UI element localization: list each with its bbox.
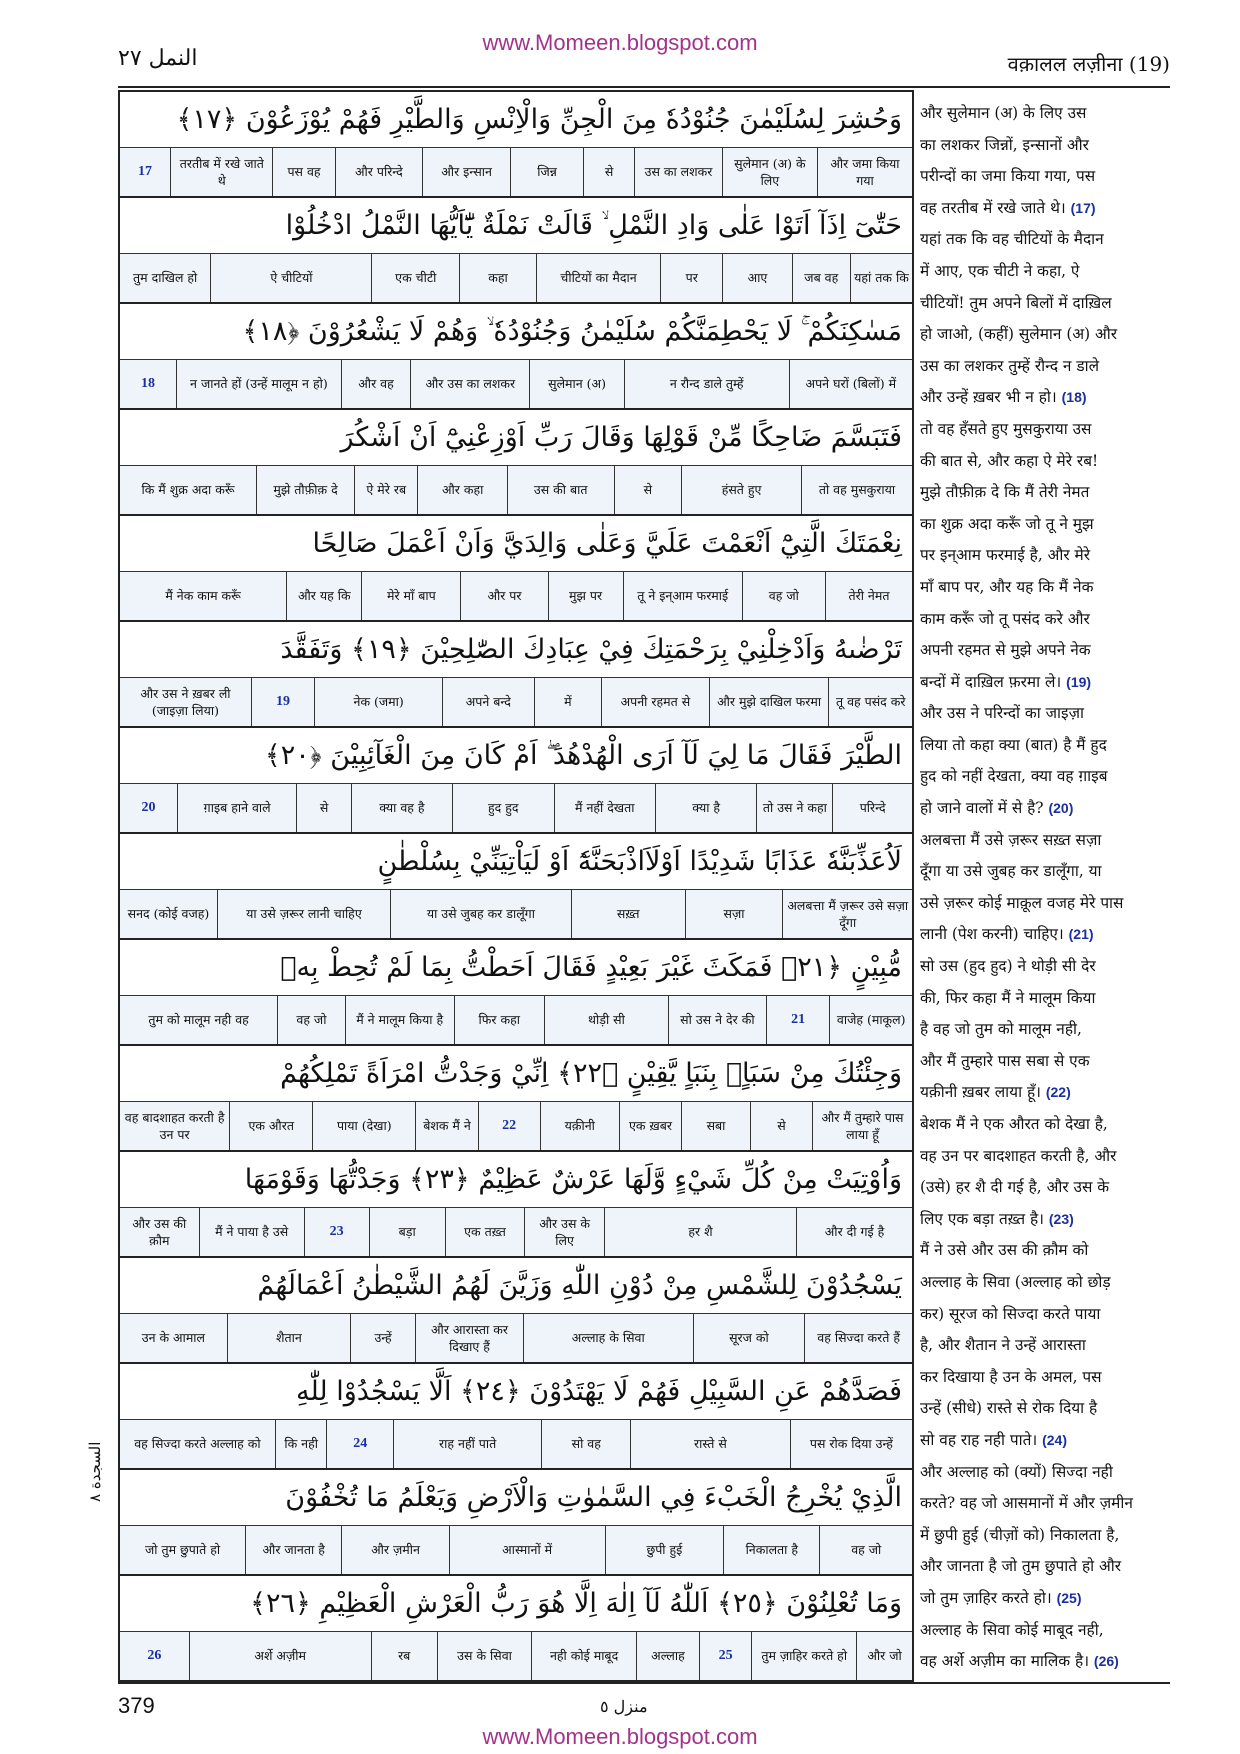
verse-number: (18) (1061, 389, 1087, 406)
verse-number: (23) (1048, 1210, 1074, 1227)
header-divider (118, 86, 1170, 88)
verse-number: (17) (1070, 199, 1096, 216)
verse-number-cell: 21 (766, 996, 830, 1044)
translation-line: हो जाने वालों में से है? (20) (920, 799, 1074, 818)
word-meaning-cell: में (534, 678, 601, 726)
word-meaning-cell: और जो (856, 1632, 912, 1680)
arabic-verse-line: حَتّٰىٓ اِذَآ اَتَوْا عَلٰى وَادِ النَّمْلِ ۙ قَالَتْ نَمْلَةٌ يّٰٓاَيُّهَا النَّمْلُ ادْخُلُوْا (120, 198, 912, 254)
translation-line: अल्लाह के सिवा (अल्लाह को छोड़ (920, 1272, 1111, 1291)
word-meaning-cell: या उसे जुबह कर डालूँगा (390, 890, 571, 938)
word-meaning-cell: जब वह (792, 254, 850, 302)
translation-line: काम करूँ जो तू पसंद करे और (920, 609, 1090, 628)
word-meaning-cell: उन्हें (350, 1314, 415, 1362)
translation-line: यक़ीनी ख़बर लाया हूँ। (22) (920, 1083, 1071, 1102)
arabic-verse-line: نِعْمَتَكَ الَّتِيْٓ اَنْعَمْتَ عَلَيَّ وَعَلٰى وَالِدَيَّ وَاَنْ اَعْمَلَ صَالِحًا (120, 516, 912, 572)
translation-line: पर इन्आम फरमाई है, और मेरे (920, 546, 1091, 565)
verse-number-cell: 20 (141, 800, 156, 816)
verse-number-cell: 24 (326, 1420, 393, 1468)
word-meaning-cell: क्या वह है (351, 784, 452, 832)
word-meaning-cell: वाजेह (माकूल) (829, 996, 912, 1044)
word-meaning-cell: तरतीब में रखे जाते थे (170, 148, 272, 196)
word-meaning-cell: वह सिज्दा करते अल्लाह को (134, 1436, 261, 1452)
word-meaning-cell: मुझे तौफ़ीक़ दे (256, 466, 354, 514)
word-meaning-cell: निकालता है (723, 1526, 819, 1574)
word-meaning-cell: कहा (459, 254, 536, 302)
word-translation-row (120, 678, 912, 728)
word-meaning-cell: तू वह पसंद करे (828, 678, 912, 726)
verse-number: (22) (1045, 1084, 1071, 1101)
word-meaning-cell: उन के आमाल (141, 1330, 206, 1346)
word-meaning-cell: यक़ीनी (540, 1102, 619, 1150)
arabic-verse-line: لَاُعَذِّبَنَّهٗ عَذَابًا شَدِيْدًا اَوْلَاَاذْبَحَنَّهٗٓ اَوْ لَيَاْتِيَنِّيْ بِسُلْطٰنٍ (120, 834, 912, 890)
word-meaning-cell: आस्मानों में (449, 1526, 605, 1574)
word-meaning-cell: यहां तक कि (850, 254, 912, 302)
translation-line: कर दिखाया है उन के अमल, पस (920, 1367, 1102, 1386)
verse-number-cell: 25 (699, 1632, 751, 1680)
word-meaning-cell: पाया (देखा) (312, 1102, 415, 1150)
word-meaning-cell: और दी गई है (796, 1208, 912, 1256)
word-meaning-cell: उस की बात (507, 466, 614, 514)
word-meaning-cell: और इन्सान (422, 148, 510, 196)
word-meaning-cell: छुपी हुई (605, 1526, 724, 1574)
word-meaning-cell: बड़ा (369, 1208, 445, 1256)
word-meaning-cell: और वह (341, 360, 410, 408)
word-meaning-cell: वह जो (819, 1526, 912, 1574)
verse-number-cell: 18 (140, 376, 155, 392)
word-meaning-cell: सो उस ने देर की (668, 996, 766, 1044)
word-meaning-cell: एक चीटी (371, 254, 459, 302)
word-meaning-cell: और पर (460, 572, 547, 620)
translation-line: और उन्हें ख़बर भी न हो। (18) (920, 388, 1087, 407)
word-meaning-cell: तुम को मालूम नही वह (148, 1012, 249, 1028)
word-meaning-cell: रब (371, 1632, 437, 1680)
word-meaning-cell: उस का लशकर (634, 148, 722, 196)
translation-line: लिया तो कहा क्या (बात) है मैं हुद (920, 735, 1107, 754)
word-meaning-cell: वह सिज्दा करते हैं (804, 1314, 912, 1362)
word-meaning-cell: तेरी नेमत (825, 572, 912, 620)
word-meaning-cell: और उस का लशकर (410, 360, 529, 408)
word-meaning-cell: एक ख़बर (619, 1102, 681, 1150)
translation-line: और अल्लाह को (क्यों) सिज्दा नही (920, 1462, 1113, 1481)
word-meaning-cell: और जानता है (245, 1526, 341, 1574)
verse-grid (118, 90, 914, 1682)
translation-line: दूँगा या उसे जुबह कर डालूँगा, या (920, 862, 1102, 881)
word-translation-row (120, 572, 912, 622)
word-meaning-cell: शैतान (227, 1314, 350, 1362)
word-meaning-cell: अपने घरों (बिलों) में (789, 360, 912, 408)
translation-line: बन्दों में दाख़िल फ़रमा ले। (19) (920, 672, 1092, 691)
word-meaning-cell: पस वह (272, 148, 334, 196)
word-meaning-cell: ग़ाइब हाने वाले (177, 784, 297, 832)
word-translation-row (120, 254, 912, 304)
translation-line: लानी (पेश करनी) चाहिए। (21) (920, 925, 1094, 944)
word-meaning-cell: पर (660, 254, 722, 302)
word-meaning-cell: तो वह मुसकुराया (801, 466, 912, 514)
word-meaning-cell: सूरज को (693, 1314, 805, 1362)
verse-number: (19) (1066, 673, 1092, 690)
word-meaning-cell: और उस की क़ौम (132, 1215, 187, 1248)
word-meaning-cell: मेरे माँ बाप (361, 572, 460, 620)
word-meaning-cell: और ज़मीन (341, 1526, 448, 1574)
translation-line: अल्लाह के सिवा कोई माबूद नही, (920, 1620, 1104, 1639)
word-meaning-cell: से (614, 466, 682, 514)
word-meaning-cell: तुम दाखिल हो (133, 270, 198, 286)
translation-line: चीटियों! तुम अपने बिलों में दाख़िल (920, 293, 1112, 312)
word-meaning-cell: एक तख़्त (445, 1208, 525, 1256)
word-meaning-cell: अलबत्ता मैं ज़रूर उसे सज़ा दूँगा (782, 890, 912, 938)
word-meaning-cell: पस रोक दिया उन्हें (790, 1420, 912, 1468)
word-meaning-cell: और जमा किया गया (817, 148, 912, 196)
translation-line: की, फिर कहा मैं ने मालूम किया (920, 988, 1096, 1007)
arabic-verse-line: وَجِئْتُكَ مِنْ سَبَاٍۭ بِنَبَاٍ يَّقِيْنٍ ﴿٢٢﴾ اِنِّيْ وَجَدْتُّ امْرَاَةً تَمْلِكُهُمْ (120, 1046, 912, 1102)
translation-line: उसे ज़रूर कोई माक़ूल वजह मेरे पास (920, 893, 1124, 912)
word-translation-row (120, 360, 912, 410)
arabic-verse-line: الَّذِيْ يُخْرِجُ الْخَبْءَ فِي السَّمٰوٰتِ وَالْاَرْضِ وَيَعْلَمُ مَا تُخْفُوْنَ (120, 1470, 912, 1526)
word-meaning-cell: और उस के लिए (524, 1208, 604, 1256)
word-translation-row (120, 466, 912, 516)
site-url-top: www.Momeen.blogspot.com (482, 30, 758, 55)
word-meaning-cell: मैं नहीं देखता (554, 784, 655, 832)
translation-line: सो उस (हुद हुद) ने थोड़ी सी देर (920, 957, 1096, 976)
word-meaning-cell: सो वह (541, 1420, 630, 1468)
arabic-verse-line: وَمَا تُعْلِنُوْنَ ﴿٢٥﴾ اَللّٰهُ لَآ اِلٰهَ اِلَّا هُوَ رَبُّ الْعَرْشِ الْعَظِيْمِ ﴿٢٦﴾ (120, 1576, 912, 1632)
verse-number-cell: 19 (251, 678, 314, 726)
word-meaning-cell: मैं ने पाया है उसे (199, 1208, 304, 1256)
word-meaning-cell: सज़ा (685, 890, 783, 938)
translation-line: अलबत्ता मैं उसे ज़रूर सख़्त सज़ा (920, 830, 1102, 849)
verse-number: (25) (1056, 1589, 1082, 1606)
translation-line: मुझे तौफ़ीक़ दे कि मैं तेरी नेमत (920, 483, 1090, 502)
translation-panel (920, 98, 1172, 1678)
verse-number-cell: 17 (138, 164, 153, 180)
word-translation-row (120, 1632, 912, 1682)
arabic-verse-line: الطَّيْرَ فَقَالَ مَا لِيَ لَآ اَرَى الْهُدْهُدَ ۖ اَمْ كَانَ مِنَ الْغَآئِبِيْنَ ﴿٢٠﴾ (120, 728, 912, 784)
word-translation-row (120, 1102, 912, 1152)
word-translation-row (120, 890, 912, 940)
word-meaning-cell: जिन्न (510, 148, 583, 196)
word-meaning-cell: और मैं तुम्हारे पास लाया हूँ (812, 1102, 912, 1150)
translation-line: में आए, एक चीटी ने कहा, ऐ (920, 261, 1080, 280)
word-translation-row (120, 1420, 912, 1470)
word-meaning-cell: और मुझे दाखिल फरमा (709, 678, 829, 726)
translation-line: हो जाओ, (कहीं) सुलेमान (अ) और (920, 325, 1118, 344)
word-meaning-cell: से (583, 148, 634, 196)
word-meaning-cell: नही कोई माबूद (531, 1632, 636, 1680)
word-meaning-cell: मुझ पर (548, 572, 623, 620)
translation-line: की बात से, और कहा ऐ मेरे रब! (920, 451, 1099, 470)
word-translation-row (120, 1526, 912, 1576)
arabic-verse-line: تَرْضٰىهُ وَاَدْخِلْنِيْ بِرَحْمَتِكَ فِيْ عِبَادِكَ الصّٰلِحِيْنَ ﴿١٩﴾ وَتَفَقَّدَ (120, 622, 912, 678)
word-meaning-cell: बेशक मैं ने (415, 1102, 477, 1150)
juz-label: वक़ालल लज़ीना (19) (1007, 52, 1170, 76)
word-meaning-cell: सबा (681, 1102, 750, 1150)
word-meaning-cell: और कहा (417, 466, 506, 514)
translation-line: वह उन पर बादशाहत करती है, और (920, 1146, 1117, 1165)
translation-line: वह अर्शे अज़ीम का मालिक है। (26) (920, 1652, 1119, 1671)
footer-divider (118, 1682, 1170, 1684)
word-translation-row (120, 1314, 912, 1364)
word-meaning-cell: न जानते हों (उन्हें मालूम न हो) (176, 360, 341, 408)
translation-line: यहां तक कि वह चीटियों के मैदान (920, 230, 1104, 249)
word-meaning-cell: सुलेमान (अ) के लिए (722, 148, 817, 196)
translation-line: सो वह राह नही पाते। (24) (920, 1430, 1067, 1449)
word-meaning-cell: वह जो (277, 996, 344, 1044)
word-translation-row (120, 784, 912, 834)
word-meaning-cell: और आरास्ता कर दिखाए हैं (415, 1314, 523, 1362)
word-meaning-cell: सख़्त (571, 890, 685, 938)
sajda-marker: السجدة ٨ (86, 1442, 104, 1503)
word-meaning-cell: हर शै (604, 1208, 796, 1256)
word-meaning-cell: वह जो (742, 572, 825, 620)
translation-line: अपनी रहमत से मुझे अपने नेक (920, 641, 1091, 660)
word-meaning-cell: हंसते हुए (681, 466, 801, 514)
word-translation-row (120, 148, 912, 198)
translation-line: में छुपी हुई (चीज़ों को) निकालता है, (920, 1525, 1120, 1544)
word-meaning-cell: कि नही (275, 1420, 327, 1468)
word-meaning-cell: फिर कहा (454, 996, 544, 1044)
translation-line: का लशकर जिन्नों, इन्सानों और (920, 135, 1089, 154)
word-meaning-cell: और यह कि (286, 572, 361, 620)
word-meaning-cell: कि मैं शुक्र अदा करूँ (141, 482, 235, 498)
translation-line: और जानता है जो तुम छुपाते हो और (920, 1557, 1122, 1576)
translation-line: करते? वह जो आसमानों में और ज़मीन (920, 1494, 1133, 1513)
word-meaning-cell: वह बादशाहत करती है उन पर (124, 1109, 225, 1142)
word-meaning-cell: थोड़ी सी (544, 996, 668, 1044)
translation-line: मैं ने उसे और उस की क़ौम को (920, 1241, 1089, 1260)
verse-number-cell: 22 (478, 1102, 540, 1150)
arabic-verse-line: مُّبِيْنٍ ﴿٢١﴾ فَمَكَثَ غَيْرَ بَعِيْدٍ فَقَالَ اَحَطْتُّ بِمَا لَمْ تُحِطْ بِهٖ (120, 940, 912, 996)
word-meaning-cell: से (296, 784, 350, 832)
translation-line: (उसे) हर शै दी गई है, और उस के (920, 1178, 1110, 1197)
word-meaning-cell: न रौन्द डाले तुम्हें (624, 360, 789, 408)
translation-line: कर) सूरज को सिज्दा करते पाया (920, 1304, 1101, 1323)
arabic-verse-line: مَسٰكِنَكُمْ ۚ لَا يَحْطِمَنَّكُمْ سُلَيْمٰنُ وَجُنُوْدُهٗ ۙ وَهُمْ لَا يَشْعُرُوْنَ ﴿١٨﴾ (120, 304, 912, 360)
page-number: 379 (118, 1693, 155, 1718)
word-meaning-cell: तुम ज़ाहिर करते हो (751, 1632, 856, 1680)
verse-number-cell: 23 (304, 1208, 369, 1256)
translation-line: हुद को नहीं देखता, क्या वह ग़ाइब (920, 767, 1108, 786)
arabic-verse-line: وَحُشِرَ لِسُلَيْمٰنَ جُنُوْدُهٗ مِنَ الْجِنِّ وَالْاِنْسِ وَالطَّيْرِ فَهُمْ يُوْزَعُوْنَ ﴿١٧﴾ (120, 92, 912, 148)
manzil-label: منزل ٥ (600, 1697, 648, 1716)
arabic-verse-line: فَتَبَسَّمَ ضَاحِكًا مِّنْ قَوْلِهَا وَقَالَ رَبِّ اَوْزِعْنِيْٓ اَنْ اَشْكُرَ (120, 410, 912, 466)
word-meaning-cell: से (750, 1102, 812, 1150)
verse-number: (26) (1093, 1653, 1119, 1670)
translation-line: उस का लशकर तुम्हें रौन्द न डाले (920, 356, 1100, 375)
word-meaning-cell: तो उस ने कहा (756, 784, 832, 832)
word-meaning-cell: और परिन्दे (335, 148, 423, 196)
word-translation-row (120, 996, 912, 1046)
word-meaning-cell: ऐ मेरे रब (354, 466, 417, 514)
arabic-verse-line: يَسْجُدُوْنَ لِلشَّمْسِ مِنْ دُوْنِ اللّٰهِ وَزَيَّنَ لَهُمُ الشَّيْطٰنُ اَعْمَالَهُمْ (120, 1258, 912, 1314)
word-meaning-cell: एक औरत (229, 1102, 312, 1150)
word-translation-row (120, 1208, 912, 1258)
verse-number-cell: 26 (147, 1648, 162, 1664)
word-meaning-cell: अपने बन्दे (442, 678, 534, 726)
arabic-verse-line: فَصَدَّهُمْ عَنِ السَّبِيْلِ فَهُمْ لَا يَهْتَدُوْنَ ﴿٢٤﴾ اَلَّا يَسْجُدُوْا لِلّٰهِ (120, 1364, 912, 1420)
translation-line: और उस ने परिन्दों का जाइज़ा (920, 704, 1084, 723)
word-meaning-cell: और उस ने ख़बर ली (जाइज़ा लिया) (140, 685, 231, 718)
word-meaning-cell: आए (722, 254, 791, 302)
word-meaning-cell: अर्शे अज़ीम (189, 1632, 371, 1680)
site-url-bottom: www.Momeen.blogspot.com (482, 1724, 758, 1749)
word-meaning-cell: नेक (जमा) (314, 678, 442, 726)
translation-line: परीन्दों का जमा किया गया, पस (920, 167, 1096, 186)
word-meaning-cell: अल्लाह के सिवा (523, 1314, 693, 1362)
word-meaning-cell: रास्ते से (630, 1420, 790, 1468)
translation-line: लिए एक बड़ा तख़्त है। (23) (920, 1209, 1074, 1228)
word-meaning-cell: चीटियों का मैदान (536, 254, 660, 302)
arabic-verse-line: وَاُوْتِيَتْ مِنْ كُلِّ شَيْءٍ وَّلَهَا عَرْشٌ عَظِيْمٌ ﴿٢٣﴾ وَجَدْتُّهَا وَقَوْمَهَا (120, 1152, 912, 1208)
translation-line: और मैं तुम्हारे पास सबा से एक (920, 1051, 1090, 1070)
translation-line: तो वह हँसते हुए मुसकुराया उस (920, 419, 1092, 438)
verse-number: (20) (1048, 800, 1074, 817)
word-meaning-cell: या उसे ज़रूर लानी चाहिए (217, 890, 390, 938)
word-meaning-cell: उस के सिवा (437, 1632, 531, 1680)
word-meaning-cell: हुद हुद (452, 784, 553, 832)
word-meaning-cell: तू ने इन्आम फरमाई (623, 572, 742, 620)
word-meaning-cell: ऐ चीटियों (210, 254, 371, 302)
word-meaning-cell: जो तुम छुपाते हो (144, 1542, 221, 1558)
translation-line: का शुक्र अदा करूँ जो तू ने मुझ (920, 514, 1094, 533)
verse-number: (24) (1042, 1431, 1067, 1448)
translation-line: वह तरतीब में रखे जाते थे। (17) (920, 198, 1096, 217)
translation-line: है वह जो तुम को मालूम नही, (920, 1020, 1082, 1039)
translation-line: उन्हें (सीधे) रास्ते से रोक दिया है (920, 1399, 1098, 1418)
surah-label: النمل ٢٧ (118, 46, 198, 71)
word-meaning-cell: राह नहीं पाते (393, 1420, 541, 1468)
word-meaning-cell: मैं ने मालूम किया है (345, 996, 454, 1044)
translation-line: बेशक मैं ने एक औरत को देखा है, (920, 1115, 1108, 1133)
word-meaning-cell: मैं नेक काम करूँ (165, 588, 241, 604)
verse-number: (21) (1068, 926, 1094, 943)
translation-line: माँ बाप पर, और यह कि मैं नेक (920, 577, 1094, 596)
translation-line: जो तुम ज़ाहिर करते हो। (25) (920, 1588, 1082, 1607)
word-meaning-cell: सनद (कोई वजह) (127, 906, 210, 922)
word-meaning-cell: अपनी रहमत से (601, 678, 709, 726)
translation-line: और सुलेमान (अ) के लिए उस (920, 104, 1087, 122)
word-meaning-cell: परिन्दे (832, 784, 912, 832)
word-meaning-cell: अल्लाह (636, 1632, 699, 1680)
translation-line: है, और शैतान ने उन्हें आरास्ता (920, 1336, 1086, 1355)
word-meaning-cell: क्या है (655, 784, 756, 832)
word-meaning-cell: सुलेमान (अ) (529, 360, 623, 408)
